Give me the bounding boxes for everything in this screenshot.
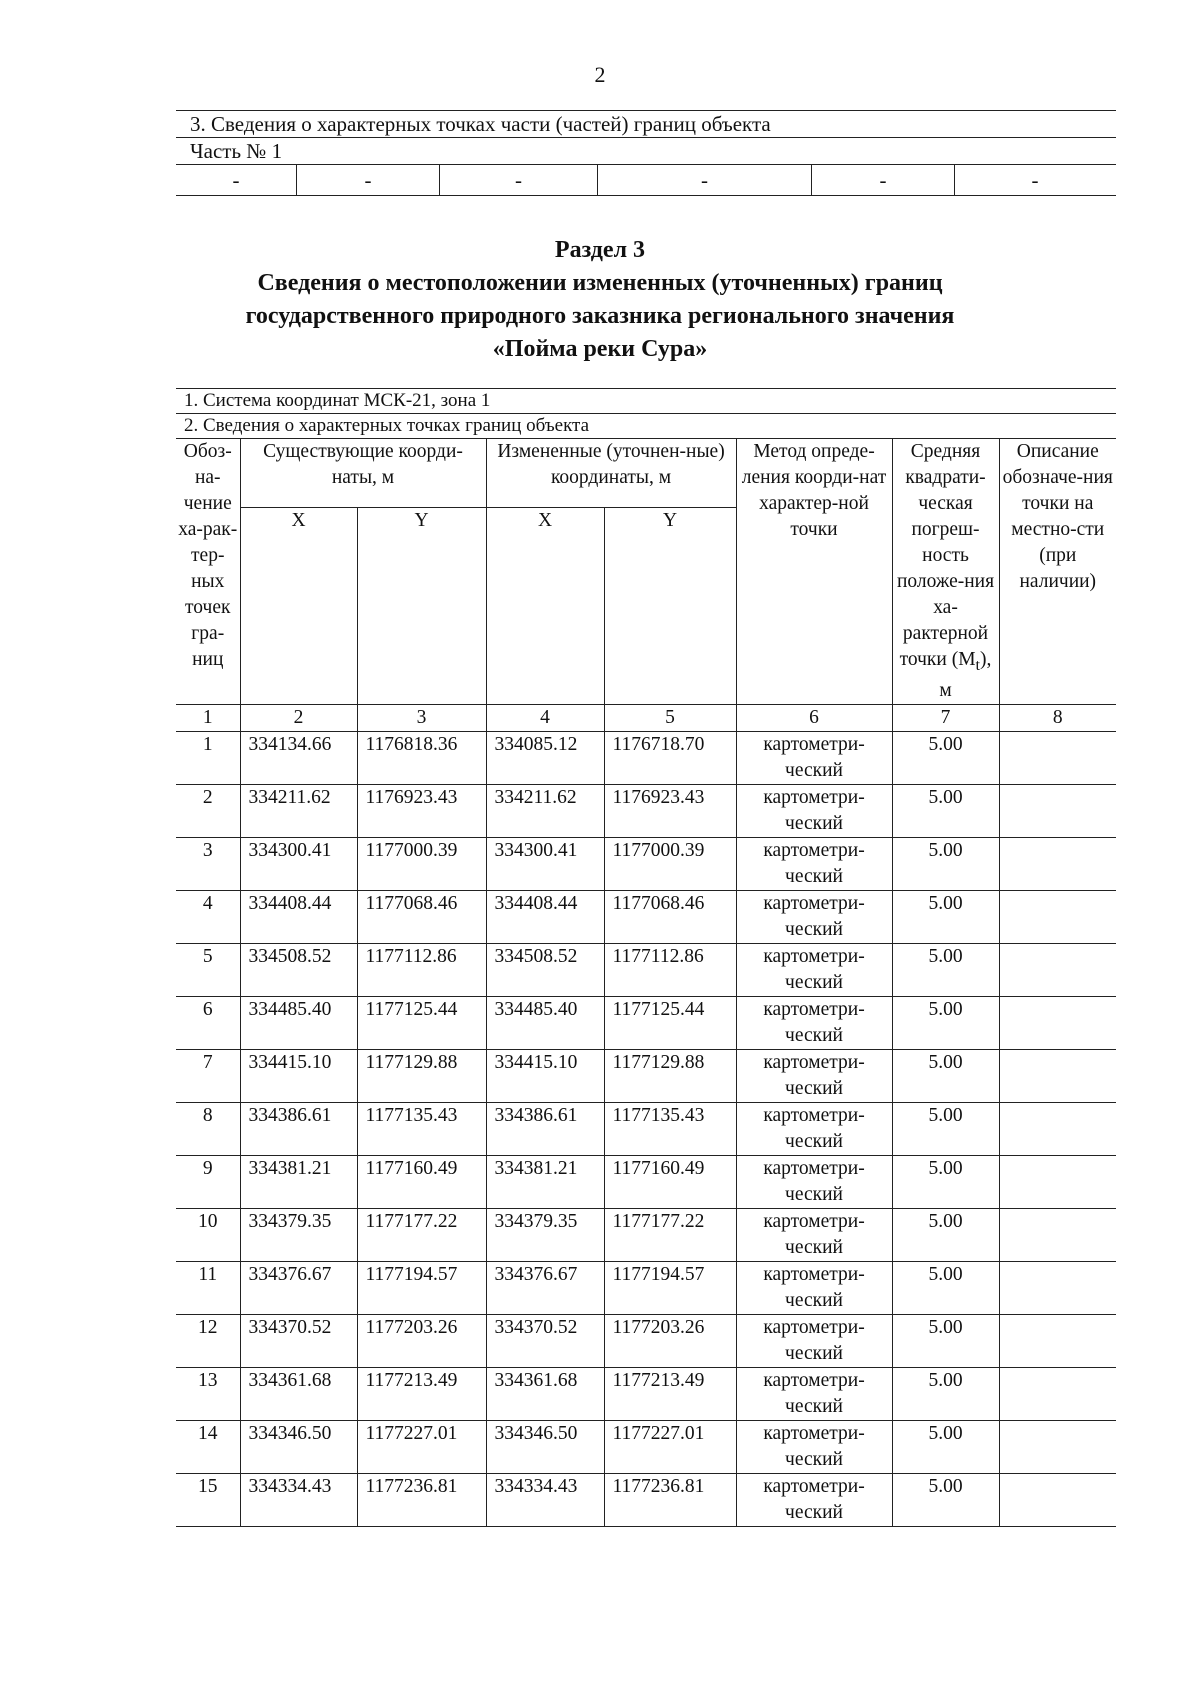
point-description-cell bbox=[999, 1367, 1116, 1420]
existing-x-cell: 334485.40 bbox=[240, 996, 357, 1049]
mean-square-error-cell: 5.00 bbox=[892, 943, 999, 996]
point-number-cell: 13 bbox=[176, 1367, 240, 1420]
existing-y-cell: 1177213.49 bbox=[357, 1367, 486, 1420]
changed-y-cell: 1177236.81 bbox=[604, 1473, 736, 1526]
table-row bbox=[176, 837, 1116, 890]
point-number-cell: 3 bbox=[176, 837, 240, 890]
column-number: 2 bbox=[240, 704, 357, 731]
table-row bbox=[176, 1261, 1116, 1314]
section-title-line: Сведения о местоположении измененных (уточненных) границ bbox=[257, 270, 943, 296]
point-number-cell: 11 bbox=[176, 1261, 240, 1314]
existing-y-cell: 1176818.36 bbox=[357, 731, 486, 784]
column-number: 8 bbox=[999, 704, 1116, 731]
column-number: 3 bbox=[357, 704, 486, 731]
table-row bbox=[176, 1314, 1116, 1367]
changed-y-cell: 1177129.88 bbox=[604, 1049, 736, 1102]
table-row bbox=[176, 1049, 1116, 1102]
changed-x-cell: 334485.40 bbox=[486, 996, 604, 1049]
changed-x-cell: 334415.10 bbox=[486, 1049, 604, 1102]
existing-x-cell: 334508.52 bbox=[240, 943, 357, 996]
changed-x-cell: 334508.52 bbox=[486, 943, 604, 996]
existing-y-cell: 1177177.22 bbox=[357, 1208, 486, 1261]
mean-square-error-cell: 5.00 bbox=[892, 1261, 999, 1314]
changed-x-cell: 334379.35 bbox=[486, 1208, 604, 1261]
header-changed-x: X bbox=[486, 507, 604, 704]
point-number-cell: 7 bbox=[176, 1049, 240, 1102]
page-number: 2 bbox=[594, 62, 606, 87]
existing-y-cell: 1177000.39 bbox=[357, 837, 486, 890]
table-row bbox=[176, 1102, 1116, 1155]
changed-y-cell: 1176923.43 bbox=[604, 784, 736, 837]
column-number: 7 bbox=[892, 704, 999, 731]
header-changed-coordinates: Измененные (уточнен-ные) координаты, м bbox=[486, 439, 736, 508]
existing-x-cell: 334300.41 bbox=[240, 837, 357, 890]
method-cell: картометри-ческий bbox=[736, 837, 892, 890]
changed-y-cell: 1177194.57 bbox=[604, 1261, 736, 1314]
dash-cell: - bbox=[1031, 168, 1039, 192]
changed-x-cell: 334386.61 bbox=[486, 1102, 604, 1155]
existing-x-cell: 334134.66 bbox=[240, 731, 357, 784]
existing-y-cell: 1176923.43 bbox=[357, 784, 486, 837]
existing-x-cell: 334211.62 bbox=[240, 784, 357, 837]
parts-points-title: 3. Сведения о характерных точках части (частей) границ объекта bbox=[176, 110, 1116, 137]
mean-square-error-cell: 5.00 bbox=[892, 1420, 999, 1473]
mean-square-error-cell: 5.00 bbox=[892, 1473, 999, 1526]
existing-y-cell: 1177160.49 bbox=[357, 1155, 486, 1208]
changed-x-cell: 334381.21 bbox=[486, 1155, 604, 1208]
method-cell: картометри-ческий bbox=[736, 1420, 892, 1473]
existing-y-cell: 1177203.26 bbox=[357, 1314, 486, 1367]
point-number-cell: 6 bbox=[176, 996, 240, 1049]
point-number-cell: 4 bbox=[176, 890, 240, 943]
column-number: 5 bbox=[604, 704, 736, 731]
boundary-points-section bbox=[176, 388, 1116, 1527]
changed-y-cell: 1177135.43 bbox=[604, 1102, 736, 1155]
column-number: 4 bbox=[486, 704, 604, 731]
column-numbers-row bbox=[176, 704, 1116, 731]
point-description-cell bbox=[999, 731, 1116, 784]
point-description-cell bbox=[999, 996, 1116, 1049]
method-cell: картометри-ческий bbox=[736, 1314, 892, 1367]
changed-y-cell: 1177213.49 bbox=[604, 1367, 736, 1420]
table-row bbox=[176, 784, 1116, 837]
existing-y-cell: 1177227.01 bbox=[357, 1420, 486, 1473]
table-row bbox=[176, 1155, 1116, 1208]
point-number-cell: 15 bbox=[176, 1473, 240, 1526]
mean-square-error-cell: 5.00 bbox=[892, 837, 999, 890]
point-number-cell: 2 bbox=[176, 784, 240, 837]
changed-y-cell: 1177160.49 bbox=[604, 1155, 736, 1208]
changed-y-cell: 1177068.46 bbox=[604, 890, 736, 943]
mean-square-error-cell: 5.00 bbox=[892, 1049, 999, 1102]
coordinate-system: 1. Система координат МСК-21, зона 1 bbox=[176, 388, 1116, 413]
changed-y-cell: 1177125.44 bbox=[604, 996, 736, 1049]
section-title-line: «Пойма реки Сура» bbox=[492, 336, 708, 362]
point-description-cell bbox=[999, 1208, 1116, 1261]
existing-x-cell: 334386.61 bbox=[240, 1102, 357, 1155]
header-existing-coordinates: Существующие коорди-наты, м bbox=[240, 439, 486, 508]
point-number-cell: 5 bbox=[176, 943, 240, 996]
point-description-cell bbox=[999, 1155, 1116, 1208]
existing-y-cell: 1177236.81 bbox=[357, 1473, 486, 1526]
point-description-cell bbox=[999, 1420, 1116, 1473]
mean-square-error-cell: 5.00 bbox=[892, 890, 999, 943]
existing-x-cell: 334408.44 bbox=[240, 890, 357, 943]
method-cell: картометри-ческий bbox=[736, 890, 892, 943]
point-description-cell bbox=[999, 943, 1116, 996]
dash-cell: - bbox=[297, 165, 440, 195]
header-point-designation: Обоз-на-чение ха-рак-тер-ных точек гра-ниц bbox=[176, 439, 240, 705]
mean-square-error-cell: 5.00 bbox=[892, 1367, 999, 1420]
coordinates-rows bbox=[176, 731, 1116, 1526]
changed-y-cell: 1177227.01 bbox=[604, 1420, 736, 1473]
section-number: Раздел 3 bbox=[554, 237, 646, 263]
header-error-text: Средняя квадрати-ческая погреш-ность положе-ния ха-рактерной точки (M bbox=[896, 441, 995, 670]
dash-cell: - bbox=[440, 165, 598, 195]
point-number-cell: 12 bbox=[176, 1314, 240, 1367]
points-title: 2. Сведения о характерных точках границ объекта bbox=[176, 413, 1116, 438]
existing-x-cell: 334334.43 bbox=[240, 1473, 357, 1526]
dash-cell: - bbox=[812, 165, 955, 195]
dash-cell: - bbox=[176, 165, 297, 195]
section-title-line: государственного природного заказника регионального значения bbox=[245, 303, 955, 329]
header-error-subscript: t bbox=[975, 655, 981, 674]
column-number: 6 bbox=[736, 704, 892, 731]
coordinates-table bbox=[176, 438, 1116, 1527]
changed-y-cell: 1176718.70 bbox=[604, 731, 736, 784]
table-row bbox=[176, 1473, 1116, 1526]
point-number-cell: 8 bbox=[176, 1102, 240, 1155]
point-description-cell bbox=[999, 1261, 1116, 1314]
point-description-cell bbox=[999, 784, 1116, 837]
changed-y-cell: 1177112.86 bbox=[604, 943, 736, 996]
header-existing-y: Y bbox=[357, 507, 486, 704]
method-cell: картометри-ческий bbox=[736, 1049, 892, 1102]
method-cell: картометри-ческий bbox=[736, 943, 892, 996]
changed-y-cell: 1177177.22 bbox=[604, 1208, 736, 1261]
section-heading bbox=[0, 234, 1200, 366]
header-existing-x: X bbox=[240, 507, 357, 704]
method-cell: картометри-ческий bbox=[736, 1208, 892, 1261]
changed-x-cell: 334346.50 bbox=[486, 1420, 604, 1473]
mean-square-error-cell: 5.00 bbox=[892, 1102, 999, 1155]
table-row bbox=[176, 996, 1116, 1049]
point-description-cell bbox=[999, 890, 1116, 943]
column-number: 1 bbox=[176, 704, 240, 731]
point-description-cell bbox=[999, 1102, 1116, 1155]
changed-x-cell: 334361.68 bbox=[486, 1367, 604, 1420]
method-cell: картометри-ческий bbox=[736, 1102, 892, 1155]
part-label: Часть № 1 bbox=[176, 137, 1116, 164]
header-changed-y: Y bbox=[604, 507, 736, 704]
point-number-cell: 14 bbox=[176, 1420, 240, 1473]
point-number-cell: 1 bbox=[176, 731, 240, 784]
table-row bbox=[176, 1420, 1116, 1473]
existing-x-cell: 334361.68 bbox=[240, 1367, 357, 1420]
existing-x-cell: 334346.50 bbox=[240, 1420, 357, 1473]
changed-x-cell: 334370.52 bbox=[486, 1314, 604, 1367]
existing-x-cell: 334376.67 bbox=[240, 1261, 357, 1314]
method-cell: картометри-ческий bbox=[736, 1473, 892, 1526]
point-description-cell bbox=[999, 837, 1116, 890]
changed-y-cell: 1177203.26 bbox=[604, 1314, 736, 1367]
changed-x-cell: 334376.67 bbox=[486, 1261, 604, 1314]
header-mean-square-error bbox=[892, 439, 999, 705]
table-row bbox=[176, 1208, 1116, 1261]
mean-square-error-cell: 5.00 bbox=[892, 784, 999, 837]
existing-x-cell: 334379.35 bbox=[240, 1208, 357, 1261]
existing-y-cell: 1177068.46 bbox=[357, 890, 486, 943]
dash-cell: - bbox=[598, 165, 812, 195]
existing-y-cell: 1177194.57 bbox=[357, 1261, 486, 1314]
changed-x-cell: 334085.12 bbox=[486, 731, 604, 784]
point-number-cell: 10 bbox=[176, 1208, 240, 1261]
method-cell: картометри-ческий bbox=[736, 731, 892, 784]
point-number-cell: 9 bbox=[176, 1155, 240, 1208]
method-cell: картометри-ческий bbox=[736, 1367, 892, 1420]
existing-x-cell: 334415.10 bbox=[240, 1049, 357, 1102]
mean-square-error-cell: 5.00 bbox=[892, 731, 999, 784]
mean-square-error-cell: 5.00 bbox=[892, 1314, 999, 1367]
header-error-unit: ), м bbox=[939, 649, 992, 701]
existing-y-cell: 1177125.44 bbox=[357, 996, 486, 1049]
changed-x-cell: 334334.43 bbox=[486, 1473, 604, 1526]
method-cell: картометри-ческий bbox=[736, 1261, 892, 1314]
mean-square-error-cell: 5.00 bbox=[892, 1155, 999, 1208]
changed-y-cell: 1177000.39 bbox=[604, 837, 736, 890]
table-row bbox=[176, 943, 1116, 996]
point-description-cell bbox=[999, 1049, 1116, 1102]
table-row bbox=[176, 890, 1116, 943]
mean-square-error-cell: 5.00 bbox=[892, 996, 999, 1049]
point-description-cell bbox=[999, 1473, 1116, 1526]
point-description-cell bbox=[999, 1314, 1116, 1367]
header-description: Описание обозначе-ния точки на местно-сти (при наличии) bbox=[999, 439, 1116, 705]
existing-x-cell: 334370.52 bbox=[240, 1314, 357, 1367]
method-cell: картометри-ческий bbox=[736, 996, 892, 1049]
existing-y-cell: 1177129.88 bbox=[357, 1049, 486, 1102]
existing-y-cell: 1177135.43 bbox=[357, 1102, 486, 1155]
existing-x-cell: 334381.21 bbox=[240, 1155, 357, 1208]
existing-y-cell: 1177112.86 bbox=[357, 943, 486, 996]
mean-square-error-cell: 5.00 bbox=[892, 1208, 999, 1261]
table-row bbox=[176, 1367, 1116, 1420]
changed-x-cell: 334211.62 bbox=[486, 784, 604, 837]
method-cell: картометри-ческий bbox=[736, 1155, 892, 1208]
method-cell: картометри-ческий bbox=[736, 784, 892, 837]
changed-x-cell: 334300.41 bbox=[486, 837, 604, 890]
changed-x-cell: 334408.44 bbox=[486, 890, 604, 943]
parts-points-section bbox=[176, 110, 1116, 196]
parts-dash-row bbox=[176, 164, 1116, 196]
table-row bbox=[176, 731, 1116, 784]
header-method: Метод опреде-ления коорди-нат характер-ной точки bbox=[736, 439, 892, 705]
